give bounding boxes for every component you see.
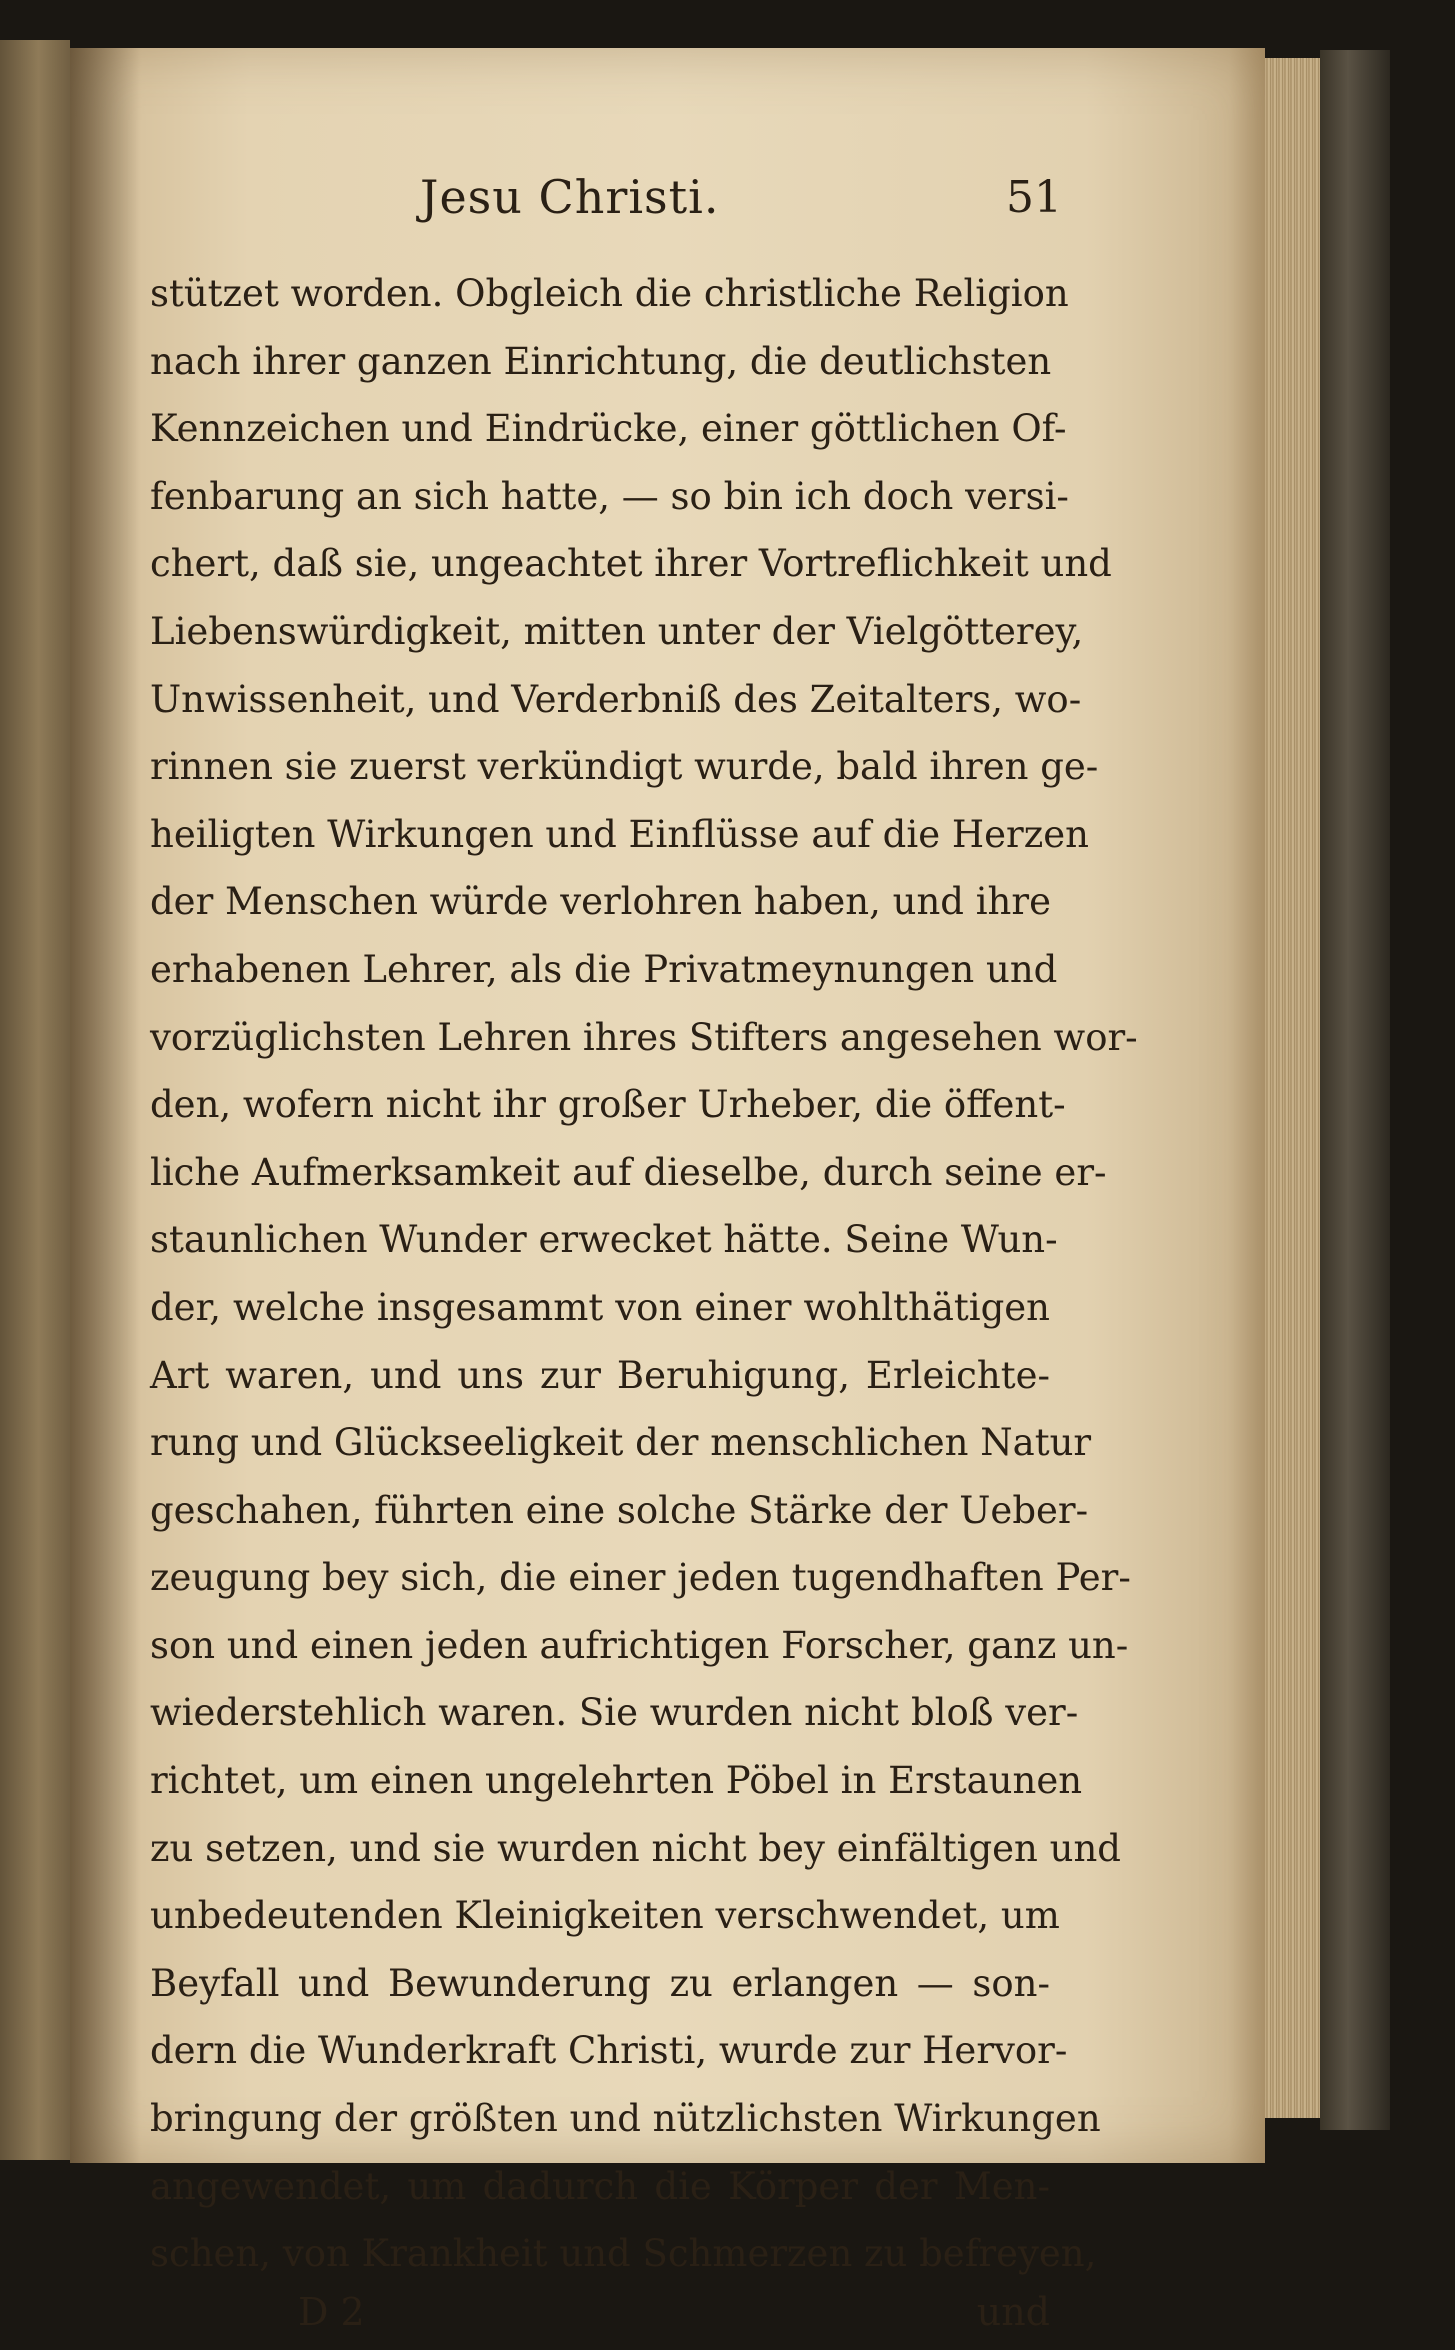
running-head bbox=[150, 170, 1062, 260]
page-footer bbox=[150, 2290, 1050, 2350]
text-line: Unwissenheit, und Verderbniß des Zeitalters, wo- bbox=[150, 677, 1082, 721]
body-text bbox=[150, 260, 1138, 2288]
catchword: und bbox=[976, 2289, 1050, 2334]
book-cover-edge bbox=[1320, 50, 1390, 2130]
text-line: zu setzen, und sie wurden nicht bey einfältigen und bbox=[150, 1826, 1121, 1870]
previous-page-edge bbox=[0, 40, 70, 2160]
text-line: nach ihrer ganzen Einrichtung, die deutlichsten bbox=[150, 339, 1052, 383]
text-line: richtet, um einen ungelehrten Pöbel in Erstaunen bbox=[150, 1759, 1083, 1803]
text-line: fenbarung an sich hatte, — so bin ich doch versi- bbox=[150, 474, 1069, 518]
text-line: heiligten Wirkungen und Einflüsse auf die Herzen bbox=[150, 812, 1089, 856]
text-line: rung und Glückseeligkeit der menschlichen Natur bbox=[150, 1421, 1092, 1465]
text-line: den, wofern nicht ihr großer Urheber, die öffent- bbox=[150, 1083, 1066, 1127]
text-line: unbedeutenden Kleinigkeiten verschwendet, um bbox=[150, 1894, 1060, 1938]
text-line: bringung der größten und nützlichsten Wirkungen bbox=[150, 2097, 1101, 2141]
text-line: Liebenswürdigkeit, mitten unter der Vielgötterey, bbox=[150, 609, 1084, 653]
text-line: schen, von Krankheit und Schmerzen zu befreyen, bbox=[150, 2232, 1097, 2276]
signature-mark: D 2 bbox=[298, 2289, 365, 2334]
text-line: rinnen sie zuerst verkündigt wurde, bald ihren ge- bbox=[150, 745, 1099, 789]
text-line: der Menschen würde verlohren haben, und ihre bbox=[150, 880, 1051, 924]
text-line: geschahen, führten eine solche Stärke der Ueber- bbox=[150, 1488, 1089, 1532]
text-line: Art waren, und uns zur Beruhigung, Erleichte- bbox=[150, 1353, 1050, 1397]
page-edges bbox=[1265, 58, 1320, 2118]
text-block bbox=[150, 170, 1138, 2350]
text-line: Beyfall und Bewunderung zu erlangen — son- bbox=[150, 1961, 1050, 2005]
text-line: son und einen jeden aufrichtigen Forscher, ganz un- bbox=[150, 1623, 1129, 1667]
page-number: 51 bbox=[1006, 172, 1062, 223]
text-line: der, welche insgesammt von einer wohlthätigen bbox=[150, 1285, 1050, 1329]
text-line: stützet worden. Obgleich die christliche Religion bbox=[150, 272, 1069, 315]
text-line: zeugung bey sich, die einer jeden tugendhaften Per- bbox=[150, 1556, 1131, 1600]
text-line: erhabenen Lehrer, als die Privatmeynungen und bbox=[150, 947, 1058, 991]
text-line: vorzüglichsten Lehren ihres Stifters angesehen wor- bbox=[150, 1015, 1138, 1059]
text-line: Kennzeichen und Eindrücke, einer göttlichen Of- bbox=[150, 407, 1067, 451]
text-line: liche Aufmerksamkeit auf dieselbe, durch seine er- bbox=[150, 1150, 1107, 1194]
text-line: wiederstehlich waren. Sie wurden nicht bloß ver- bbox=[150, 1691, 1079, 1735]
text-line: chert, daß sie, ungeachtet ihrer Vortreflichkeit und bbox=[150, 542, 1112, 586]
running-title: Jesu Christi. bbox=[420, 170, 720, 224]
text-line: dern die Wunderkraft Christi, wurde zur Hervor- bbox=[150, 2029, 1068, 2073]
text-line: angewendet, um dadurch die Körper der Men- bbox=[150, 2164, 1050, 2208]
page-gutter-shadow bbox=[70, 48, 140, 2163]
text-line: staunlichen Wunder erwecket hätte. Seine Wun- bbox=[150, 1218, 1058, 1262]
